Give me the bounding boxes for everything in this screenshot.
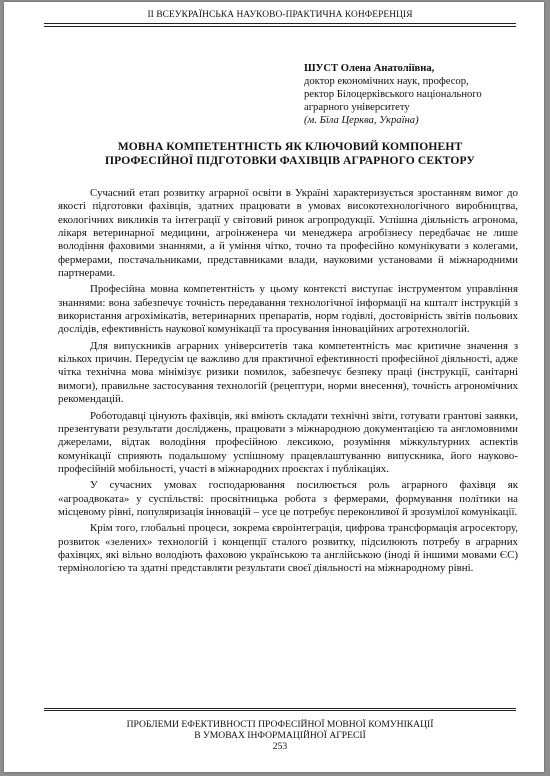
article-title-line1: МОВНА КОМПЕТЕНТНІСТЬ ЯК КЛЮЧОВИЙ КОМПОНЕНТ [117, 140, 463, 153]
body-paragraph: Сучасний етап розвитку аграрної освіти в Україні характеризується зростанням вимог до якості підготовки фахівців, здатних працювати в умовах високотехнологічного виробництва, екологічних викликів та інтеграції у світовий ринок агропродукції. Успішна діяльність агронома, лікаря ветеринарної медицини, агроінженера чи менеджера агробізнесу передбачає не лише володіння фаховими знаннями, а й уміння чітко, точно та професійно комунікувати з колегами, фермерами, постачальниками, представниками влади, науковими установами й міжнародними партнерами. [58, 187, 518, 280]
footer-line2: В УМОВАХ ІНФОРМАЦІЙНОЇ АГРЕСІЇ [194, 730, 366, 741]
article-title [64, 140, 516, 168]
body-paragraph: Для випускників аграрних університетів така компетентність має критичне значення з кількох причин. Передусім це важливо для практичної ефективності професійної діяльності, адже чітка технічна мова мінімізує ризики помилок, забезпечує безпеку праці (інструкції, санітарні вимоги), правильне застосування технологій (рецептури, норми внесення), точність агрономічних рекомендацій. [58, 339, 518, 406]
author-degree: доктор економічних наук, професор, [304, 76, 469, 87]
author-location: (м. Біла Церква, Україна) [304, 115, 419, 126]
page-number: 253 [272, 741, 288, 752]
document-page [4, 2, 544, 772]
conference-title: ІІ ВСЕУКРАЇНСЬКА НАУКОВО-ПРАКТИЧНА КОНФЕРЕНЦІЯ [147, 10, 413, 20]
running-header [44, 10, 516, 24]
footer-line1: ПРОБЛЕМИ ЕФЕКТИВНОСТІ ПРОФЕСІЙНОЇ МОВНОЇ КОМУНІКАЦІЇ [126, 719, 434, 730]
body-paragraph: Роботодавці цінують фахівців, які вміють складати технічні звіти, готувати грантові заявки, презентувати результати досліджень, працювати з міжнародною документацією та англомовними джерелами, відтак володіння професійною лексикою, розуміння міжкультурних аспектів комунікації сприяють подальшому успішному працевлаштуванню випускника, його науково-професійній мобільності, участі в міжнародних проєктах і публікаціях. [58, 409, 518, 475]
author-position-line1: ректор Білоцерківського національного [304, 89, 482, 100]
body-paragraph: У сучасних умовах господарювання посилюється роль аграрного фахівця як «агроадвоката» у суспільстві: просвітницька робота з фермерами, формування політики на місцевому рівні, популяризація інновацій – усе це потребує переконливої й зрозумілої комунікації. [58, 479, 518, 518]
author-name: ШУСТ Олена Анатоліївна, [304, 63, 435, 74]
body-paragraph: Професійна мовна компетентність у цьому контексті виступає інструментом управління знаннями: вона забезпечує точність передавання технологічної інформації на кшталт інструкцій з використання агрохімікатів, ветеринарних препаратів, норм годівлі, достовірність звітів польових дослідів, ефективність наукової комунікації та просування інноваційних агротехнологій. [58, 283, 518, 336]
author-block [304, 62, 529, 127]
body-paragraph: Крім того, глобальні процеси, зокрема євроінтеграція, цифрова трансформація агросектору, розвиток «зелених» технологій і концепції сталого розвитку, підсилюють потребу в аграрних фахівцях, які вільно володіють фаховою українською та англійською (іноді й іншими мовами ЄС) термінологією та здатні представляти результати своєї діяльності на міжнародному рівні. [58, 522, 518, 575]
article-title-line2: ПРОФЕСІЙНОЇ ПІДГОТОВКИ ФАХІВЦІВ АГРАРНОГО СЕКТОРУ [104, 154, 476, 167]
article-body [58, 187, 518, 579]
running-footer [44, 708, 516, 752]
author-position-line2: аграрного університету [304, 102, 410, 113]
